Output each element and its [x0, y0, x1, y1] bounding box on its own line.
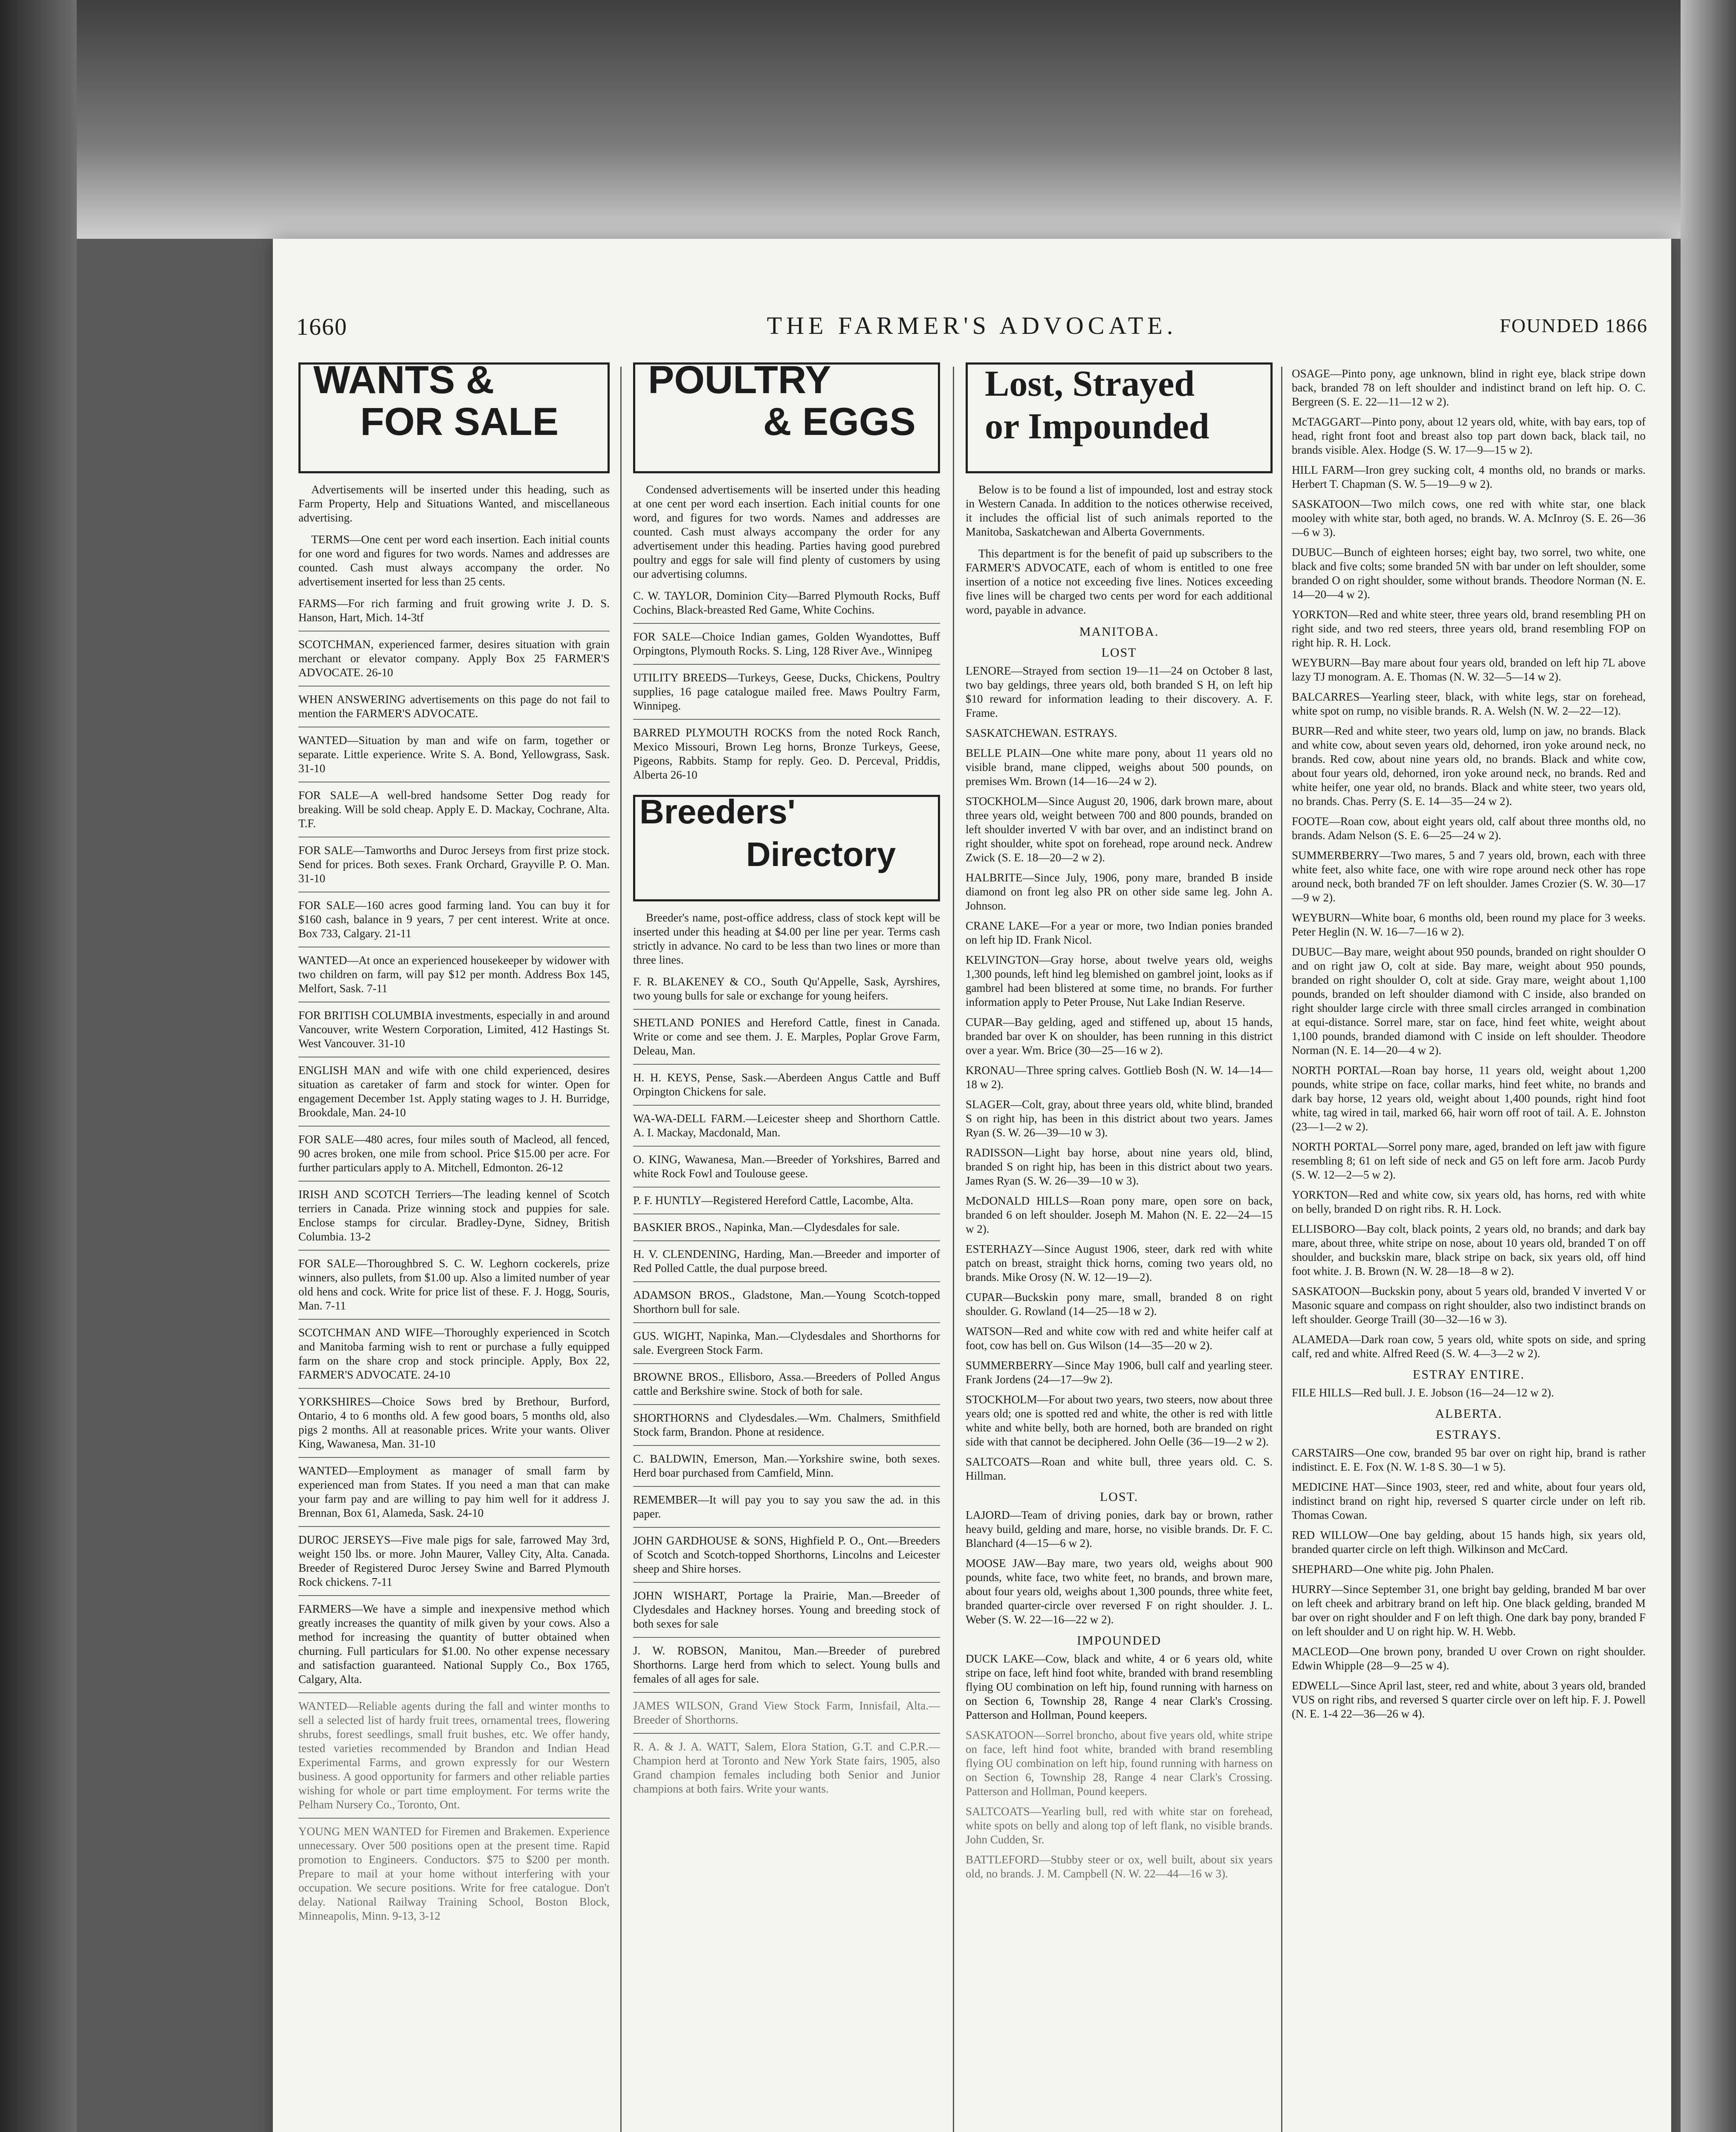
- stock-notice: SUMMERBERRY—Two mares, 5 and 7 years old, brown, each with three white feet, also white face, one with wire rope around neck other has rope around neck, both branded 7F on left shoulder. James Crozier (S. W. 30—17—9 w 2).: [1292, 849, 1646, 904]
- ad-divider: [633, 1281, 940, 1282]
- ad-divider: [633, 719, 940, 720]
- ad-divider: [633, 623, 940, 624]
- ad-divider: [633, 1692, 940, 1693]
- stock-notice: FOOTE—Roan cow, about eight years old, calf about three months old, no brands. Adam Nelson (S. E. 6—25—24 w 2).: [1292, 815, 1646, 842]
- ad-divider: [298, 1692, 610, 1693]
- stock-notice: BURR—Red and white steer, two years old, lump on jaw, no brands. Black and white cow, about seven years old, dehorned, iron yoke around neck, no brands. Red cow, about nine years old, no brands. Black and white cow, about four years old, dehorned, iron yoke around neck, no brands. Red and white heifer, one year old, no brands. Black and white steer, two years old, no brands. Chas. Perry (S. E. 14—35—24 w 2).: [1292, 724, 1646, 808]
- lost-strayed-heading: [966, 362, 1273, 473]
- classified-ad: FOR BRITISH COLUMBIA investments, especially in and around Vancouver, write Western Corporation, Limited, 412 Hastings St. West Vancouver. 31-10: [298, 1009, 610, 1050]
- classified-ad: WHEN ANSWERING advertisements on this page do not fail to mention the FARMER'S ADVOCATE.: [298, 693, 610, 720]
- ad-divider: [633, 1527, 940, 1528]
- ad-divider: [298, 1457, 610, 1458]
- classified-ad: WANTED—Situation by man and wife on farm, together or separate. Little experience. Write S. A. Bond, Yellowgrass, Sask. 31-10: [298, 734, 610, 775]
- stock-notice: ALAMEDA—Dark roan cow, 5 years old, white spots on side, and spring calf, red and white. Alfred Reed (S. W. 4—3—2 w 2).: [1292, 1333, 1646, 1360]
- stock-notice: KRONAU—Three spring calves. Gottlieb Bosh (N. W. 14—14—18 w 2).: [966, 1064, 1273, 1091]
- wants-for-sale-heading: [298, 362, 610, 473]
- ad-divider: [633, 664, 940, 665]
- breeder-card: H. V. CLENDENING, Harding, Man.—Breeder and importer of Red Polled Cattle, the dual purpose breed.: [633, 1248, 940, 1275]
- scan-background-left: [0, 0, 77, 2132]
- stock-notice: FILE HILLS—Red bull. J. E. Jobson (16—24—12 w 2).: [1292, 1386, 1554, 1399]
- stock-notice: CUPAR—Buckskin pony mare, small, branded 8 on right shoulder. G. Rowland (14—25—18 w 2).: [966, 1291, 1273, 1318]
- classified-ad: FOR SALE—Tamworths and Duroc Jerseys from first prize stock. Send for prices. Both sexes. Frank Orchard, Grayville P. O. Man. 31-10: [298, 844, 610, 885]
- stock-notice: STOCKHOLM—For about two years, two steers, now about three years old; one is spotted red and white, the other is red with little white and white belly, both are horned, both are branded on right side with that cannot be deciphered. John Oelle (36—19—2 w 2).: [966, 1393, 1273, 1448]
- section-terms: TERMS—One cent per word each insertion. Each initial counts for one word and figures for two words. Names and addresses are counted. Cash must always accompany the order. No advertisement inserted for less than 25 cents.: [298, 533, 610, 588]
- heading-line: Directory: [746, 835, 896, 873]
- heading-line: or Impounded: [985, 406, 1209, 446]
- scan-background-top: [0, 0, 1736, 239]
- stock-notice: HALBRITE—Since July, 1906, pony mare, branded B inside diamond on front leg also PR on other side same leg. John A. Johnson.: [966, 871, 1273, 912]
- breeder-card: J. W. ROBSON, Manitou, Man.—Breeder of purebred Shorthorns. Large herd from which to select. Young bulls and females of all ages for sale.: [633, 1644, 940, 1685]
- poultry-ad: BARRED PLYMOUTH ROCKS from the noted Rock Ranch, Mexico Missouri, Brown Leg horns, Bronze Turkeys, Geese, Pigeons, Rabbits. Stamp for reply. Geo. D. Perceval, Priddis, Alberta 26-10: [633, 726, 940, 781]
- stock-notice: CRANE LAKE—For a year or more, two Indian ponies branded on left hip ID. Frank Nicol.: [966, 919, 1273, 946]
- ad-divider: [298, 1250, 610, 1251]
- classified-ad: FOR SALE—A well-bred handsome Setter Dog ready for breaking. Will be sold cheap. Apply E. D. Mackay, Cochrane, Alta. T.F.: [298, 789, 610, 830]
- classified-ad: WANTED—Employment as manager of small farm by experienced man from States. If you need a man that can make your farm pay and are willing to pay him well for it address J. Brennan, Box 61, Alameda, Sask. 24-10: [298, 1464, 610, 1519]
- stock-notice: YORKTON—Red and white steer, three years old, brand resembling PH on right side, and two red steers, three years old, brand resembling FOP on right hip. R. H. Lock.: [1292, 608, 1646, 649]
- section-intro: This department is for the benefit of paid up subscribers to the FARMER'S ADVOCATE, each of whom is entitled to one free insertion of a notice not exceeding five lines. Notices exceeding five lines will be charged two cents per word for each additional word, payable in advance.: [966, 547, 1273, 616]
- heading-line: FOR SALE: [360, 400, 559, 443]
- classified-ad: FOR SALE—160 acres good farming land. You can buy it for $160 cash, balance in 9 years, 7 per cent interest. Write at once. Box 733, Calgary. 21-11: [298, 899, 610, 940]
- stock-notice: McTAGGART—Pinto pony, about 12 years old, white, with bay ears, top of head, right front foot and breast also top part down back, black tail, no brands visible. Alex. Hodge (S. W. 17—9—15 w 2).: [1292, 415, 1646, 456]
- heading-line: Breeders': [639, 793, 796, 831]
- poultry-eggs-heading: [633, 362, 940, 473]
- stock-notice: SLAGER—Colt, gray, about three years old, white blind, branded S on right hip, has been in this district about two years. James Ryan (S. W. 26—39—10 w 3).: [966, 1098, 1273, 1139]
- classified-ad: ENGLISH MAN and wife with one child experienced, desires situation as caretaker of farm and stock for winter. Open for engagement December 1st. Apply stating wages to J. H. Burridge, Brookdale, Man. 24-10: [298, 1064, 610, 1119]
- ad-divider: [633, 1146, 940, 1147]
- poultry-eggs-column: [633, 362, 940, 2132]
- classified-ad: WANTED—Reliable agents during the fall and winter months to sell a selected list of hardy fruit trees, ornamental trees, flowering shrubs, forest seedlings, small fruit bushes, etc. We offer handy, tested varieties recommended by Brandon and Indian Head Experimental Farms, and grown expressly for our Western business. A good opportunity for farmers and other reliable parties wishing for whole or part time employment. For terms write the Pelham Nursery Co., Toronto, Ont.: [298, 1700, 610, 1811]
- ad-divider: [633, 1105, 940, 1106]
- stock-notice: NORTH PORTAL—Sorrel pony mare, aged, branded on left jaw with figure resembling 8; 61 on left side of neck and G5 on left fore arm. Jacob Purdy (S. W. 12—2—5 w 2).: [1292, 1140, 1646, 1181]
- page-number: 1660: [296, 314, 347, 340]
- breeder-card: SHORTHORNS and Clydesdales.—Wm. Chalmers, Smithfield Stock farm, Brandon. Phone at residence.: [633, 1411, 940, 1438]
- ad-divider: [298, 1818, 610, 1819]
- ad-divider: [633, 1445, 940, 1446]
- lost-strayed-column: [966, 362, 1273, 2132]
- classified-ad: YOUNG MEN WANTED for Firemen and Brakemen. Experience unnecessary. Over 500 positions open at the present time. Rapid promotion to Engineers. Conductors. $75 to $200 per month. Prepare to mail at your home without interfering with your occupation. We secure positions. Write for free catalogue. Don't delay. National Railway Training School, Boston Block, Minneapolis, Minn. 9-13, 3-12: [298, 1825, 610, 1922]
- stock-notice: CARSTAIRS—One cow, branded 95 bar over on right hip, brand is rather indistinct. E. E. Fox (N. W. 1-8 S. 30—1 w 5).: [1292, 1446, 1646, 1473]
- founded-year: FOUNDED 1866: [1499, 315, 1648, 336]
- ad-divider: [298, 1526, 610, 1527]
- breeder-card: GUS. WIGHT, Napinka, Man.—Clydesdales and Shorthorns for sale. Evergreen Stock Farm.: [633, 1330, 940, 1356]
- estrays-column: [1292, 367, 1646, 2132]
- stock-notice: EDWELL—Since April last, steer, red and white, about 3 years old, branded VUS on right ribs, and reversed S quarter circle over on left hip. F. J. Powell (N. E. 1-4 22—36—26 w 4).: [1292, 1679, 1646, 1720]
- ad-divider: [633, 1582, 940, 1583]
- stock-notice: DUBUC—Bay mare, weight about 950 pounds, branded on right shoulder O and on right jaw O, colt at side. Bay mare, weight about 950 pounds, branded on right shoulder O, colt at side. Gray mare, weight about 1,100 pounds, branded on left shoulder diamond with C inside, also branded on right shoulder large circle with three small circles arranged in combination at equi-distance. Sorrel mare, star on face, hind feet white, weight about 1,100 pounds, branded diamond with C inside on left shoulder. Theodore Norman (N. E. 14—20—4 w 2).: [1292, 945, 1646, 1057]
- breeder-card: JAMES WILSON, Grand View Stock Farm, Innisfail, Alta.—Breeder of Shorthorns.: [633, 1699, 940, 1726]
- heading-line: POULTRY: [648, 362, 831, 402]
- ad-divider: [633, 1064, 940, 1065]
- ad-divider: [633, 1009, 940, 1010]
- classified-ad: FOR SALE—Thoroughbred S. C. W. Leghorn cockerels, prize winners, also pullets, from $1.00 up. Also a limited number of year old hens and cock. Write for price list of these. F. J. Hogg, Souris, Man. 7-11: [298, 1257, 610, 1312]
- breeder-card: F. R. BLAKENEY & CO., South Qu'Appelle, Sask, Ayrshires, two young bulls for sale or exchange for young heifers.: [633, 975, 940, 1002]
- wants-for-sale-column: [298, 362, 610, 2132]
- stock-notice: WEYBURN—Bay mare about four years old, branded on left hip 7L above lazy TJ monogram. A. E. Thomas (N. W. 32—5—14 w 2).: [1292, 656, 1646, 683]
- stock-notice: SASKATCHEWAN. ESTRAYS.: [966, 727, 1117, 739]
- breeder-card: O. KING, Wawanesa, Man.—Breeder of Yorkshires, Barred and white Rock Fowl and Toulouse geese.: [633, 1153, 940, 1180]
- breeder-card: BROWNE BROS., Ellisboro, Assa.—Breeders of Polled Angus cattle and Berkshire swine. Stock of both for sale.: [633, 1370, 940, 1397]
- column-rule: [1281, 367, 1282, 2132]
- ad-divider: [298, 686, 610, 687]
- stock-notice: NORTH PORTAL—Roan bay horse, 11 years old, weight about 1,200 pounds, white stripe on face, collar marks, hind feet white, no brands and dark bay horse, 12 years old, weight about 1,400 pounds, right hind foot white, tag wired in tail, marked 66, hair worn off root of tail. A. E. Johnston (23—1—2 w 2).: [1292, 1064, 1646, 1133]
- ad-divider: [633, 1240, 940, 1241]
- classified-ad: SCOTCHMAN AND WIFE—Thoroughly experienced in Scotch and Manitoba farming wish to rent or purchase a fully equipped farm on the share crop and stock principle. Apply, Box 22, FARMER'S ADVOCATE. 24-10: [298, 1326, 610, 1381]
- stock-notice: DUCK LAKE—Cow, black and white, 4 or 6 years old, white stripe on face, left hind foot white, branded with brand resembling flying OU combination on left hip, found running with harness on on Section 6, Township 28, Range 4 near Clark's Crossing. Patterson and Hollman, Pound keepers.: [966, 1652, 1273, 1721]
- breeder-card: C. BALDWIN, Emerson, Man.—Yorkshire swine, both sexes. Herd boar purchased from Camfield, Minn.: [633, 1452, 940, 1479]
- breeder-card: JOHN WISHART, Portage la Prairie, Man.—Breeder of Clydesdales and Hackney horses. Young and breeding stock of both sexes for sale: [633, 1589, 940, 1630]
- heading-line: Lost, Strayed: [985, 363, 1195, 404]
- section-intro: Advertisements will be inserted under this heading, such as Farm Property, Help and Situations Wanted, and miscellaneous advertising.: [298, 483, 610, 524]
- subsection-heading: IMPOUNDED: [1077, 1634, 1161, 1648]
- stock-notice: WATSON—Red and white cow with red and white heifer calf at foot, cow has bell on. Gus Wilson (14—35—20 w 2).: [966, 1325, 1273, 1352]
- stock-notice: SUMMERBERRY—Since May 1906, bull calf and yearling steer. Frank Jordens (24—17—9w 2).: [966, 1359, 1273, 1386]
- subsection-heading: ESTRAYS.: [1435, 1428, 1502, 1442]
- poultry-ad: FOR SALE—Choice Indian games, Golden Wyandottes, Buff Orpingtons, Plymouth Rocks. S. Ling, 128 River Ave., Winnipeg: [633, 630, 940, 657]
- poultry-ad: UTILITY BREEDS—Turkeys, Geese, Ducks, Chickens, Poultry supplies, 16 page catalogue mailed free. Maws Poultry Farm, Winnipeg.: [633, 671, 940, 712]
- heading-line: & EGGS: [763, 400, 916, 443]
- ad-divider: [298, 1126, 610, 1127]
- ad-divider: [633, 1637, 940, 1638]
- classified-ad: YORKSHIRES—Choice Sows bred by Brethour, Burford, Ontario, 4 to 6 months old. A few good boars, 5 months old, also pigs 2 months. All at reasonable prices. Write your wants. Oliver King, Wawanesa, Man. 31-10: [298, 1395, 610, 1450]
- stock-notice: HURRY—Since September 31, one bright bay gelding, branded M bar over on left cheek and arbitrary brand on left hip. One black gelding, branded M bar over on right shoulder and F on left thigh. One dark bay pony, branded F on left shoulder and U on right hip. W. H. Webb.: [1292, 1583, 1646, 1638]
- breeder-card: REMEMBER—It will pay you to say you saw the ad. in this paper.: [633, 1493, 940, 1520]
- breeder-card: BASKIER BROS., Napinka, Man.—Clydesdales for sale.: [633, 1221, 900, 1234]
- ad-divider: [633, 1322, 940, 1323]
- stock-notice: CUPAR—Bay gelding, aged and stiffened up, about 15 hands, branded bar over K on shoulder, has been running in this district over a year. Wm. Brice (30—25—16 w 2).: [966, 1016, 1273, 1057]
- stock-notice: YORKTON—Red and white cow, six years old, has horns, red with white on belly, branded D on right ribs. R. H. Lock.: [1292, 1188, 1646, 1215]
- stock-notice: MACLEOD—One brown pony, branded U over Crown on right shoulder. Edwin Whipple (28—9—25 w 4).: [1292, 1645, 1646, 1672]
- subsection-heading: LOST: [1101, 646, 1137, 660]
- stock-notice: DUBUC—Bunch of eighteen horses; eight bay, two sorrel, two white, one black and five colts; some branded 5N with bar under on left shoulder, some branded O on right shoulder, some without brands. Theodore Norman (N. E. 14—20—4 w 2).: [1292, 546, 1646, 601]
- stock-notice: BELLE PLAIN—One white mare pony, about 11 years old no visible brand, mane clipped, weighs about 500 pounds, on premises Wm. Brown (14—16—24 w 2).: [966, 747, 1273, 788]
- stock-notice: ELLISBORO—Bay colt, black points, 2 years old, no brands; and dark bay mare, about three, white stripe on nose, about 10 years old, branded T on off shoulder, and buckskin mare, black stripe on back, six years old, off hind foot white. J. B. Brown (N. W. 28—18—8 w 2).: [1292, 1222, 1646, 1277]
- stock-notice: SASKATOON—Buckskin pony, about 5 years old, branded V inverted V or Masonic square and compass on right shoulder, also two indistinct brands on left shoulder. George Traill (30—32—16 w 3).: [1292, 1285, 1646, 1326]
- stock-notice: RADISSON—Light bay horse, about nine years old, blind, branded S on right hip, has been in this district about two years. James Ryan (S. W. 26—39—10 w 3).: [966, 1146, 1273, 1187]
- stock-notice: SHEPHARD—One white pig. John Phalen.: [1292, 1563, 1494, 1576]
- stock-notice: LENORE—Strayed from section 19—11—24 on October 8 last, two bay geldings, three years old, both branded S H, on left hip $10 reward for information leading to their discovery. A. F. Frame.: [966, 664, 1273, 719]
- stock-notice: RED WILLOW—One bay gelding, about 15 hands high, six years old, branded quarter circle on left thigh. Wilkinson and McCard.: [1292, 1529, 1646, 1556]
- classified-ad: FOR SALE—480 acres, four miles south of Macleod, all fenced, 90 acres broken, one mile from school. Price $15.00 per acre. For further particulars apply to A. Mitchell, Edmonton. 26-12: [298, 1133, 610, 1174]
- breeders-directory-heading: [633, 795, 940, 901]
- ad-divider: [633, 1733, 940, 1734]
- province-heading: MANITOBA.: [1079, 625, 1159, 639]
- stock-notice: HILL FARM—Iron grey sucking colt, 4 months old, no brands or marks. Herbert T. Chapman (S. W. 5—19—9 w 2).: [1292, 463, 1646, 490]
- subsection-heading: ESTRAY ENTIRE.: [1412, 1367, 1525, 1382]
- masthead-title: THE FARMER'S ADVOCATE.: [767, 312, 1178, 339]
- ad-divider: [298, 1388, 610, 1389]
- page-header: [296, 309, 1648, 348]
- breeder-card: WA-WA-DELL FARM.—Leicester sheep and Shorthorn Cattle. A. I. Mackay, Macdonald, Man.: [633, 1112, 940, 1139]
- classified-ad: FARMS—For rich farming and fruit growing write J. D. S. Hanson, Hart, Mich. 14-3tf: [298, 597, 610, 624]
- breeder-card: P. F. HUNTLY—Registered Hereford Cattle, Lacombe, Alta.: [633, 1194, 914, 1207]
- stock-notice: SALTCOATS—Roan and white bull, three years old. C. S. Hillman.: [966, 1455, 1273, 1482]
- ad-divider: [633, 1363, 940, 1364]
- breeder-card: SHETLAND PONIES and Hereford Cattle, finest in Canada. Write or come and see them. J. E. Marples, Poplar Grove Farm, Deleau, Man.: [633, 1016, 940, 1057]
- breeder-card: JOHN GARDHOUSE & SONS, Highfield P. O., Ont.—Breeders of Scotch and Scotch-topped Shorthorns, Lincolns and Leicester sheep and Shire horses.: [633, 1534, 940, 1575]
- stock-notice: KELVINGTON—Gray horse, about twelve years old, weighs 1,300 pounds, left hind leg blemished on gambrel joint, looks as if gambrel had been blistered at some time, no brands. For further information apply to Peter Prouse, Nut Lake Indian Reserve.: [966, 953, 1273, 1008]
- column-rule: [953, 367, 954, 2132]
- ad-divider: [633, 1404, 940, 1405]
- stock-notice: MOOSE JAW—Bay mare, two years old, weighs about 900 pounds, white face, two white feet, no brands, and brown mare, about four years old, weighs about 1,300 pounds, three white feet, branded quarter-circle over reversed F on right shoulder. J. L. Weber (S. W. 22—16—22 w 2).: [966, 1557, 1273, 1626]
- heading-line: WANTS &: [313, 362, 495, 402]
- stock-notice: ESTERHAZY—Since August 1906, steer, dark red with white patch on breast, straight thick horns, coming two years old, no brands. Mike Orosy (N. W. 12—19—2).: [966, 1243, 1273, 1283]
- classified-list: [298, 597, 610, 1923]
- stock-notice: SASKATOON—Two milch cows, one red with white star, one black mooley with white star, both aged, no brands. W. A. McInroy (S. E. 26—36—6 w 3).: [1292, 498, 1646, 539]
- classified-ad: SCOTCHMAN, experienced farmer, desires situation with grain merchant or elevator company. Apply Box 25 FARMER'S ADVOCATE. 26-10: [298, 638, 610, 679]
- section-intro: Breeder's name, post-office address, class of stock kept will be inserted under this heading at $4.00 per line per year. Terms cash strictly in advance. No card to be less than two lines or more than three lines.: [633, 911, 940, 966]
- stock-notice: McDONALD HILLS—Roan pony mare, open sore on back, branded 6 on left shoulder. Joseph M. Mahon (N. E. 22—24—15 w 2).: [966, 1194, 1273, 1235]
- ad-divider: [298, 1181, 610, 1182]
- ad-divider: [298, 1595, 610, 1596]
- column-rule: [620, 367, 622, 2132]
- province-heading: ALBERTA.: [1435, 1407, 1502, 1421]
- stock-notice: BATTLEFORD—Stubby steer or ox, well built, about six years old, no brands. J. M. Campbell (N. W. 22—44—16 w 3).: [966, 1853, 1273, 1880]
- ad-divider: [298, 1319, 610, 1320]
- section-intro: Below is to be found a list of impounded, lost and estray stock in Western Canada. In addition to the notices otherwise received, it includes the official list of such animals reported to the Manitoba, Saskatchewan and Alberta Governments.: [966, 483, 1273, 538]
- scan-background-right: [1681, 0, 1736, 2132]
- stock-notice: OSAGE—Pinto pony, age unknown, blind in right eye, black stripe down back, branded 78 on left shoulder and indistinct brand on left hip. O. C. Bergreen (S. E. 22—11—12 w 2).: [1292, 367, 1646, 408]
- breeder-card: R. A. & J. A. WATT, Salem, Elora Station, G.T. and C.P.R.—Champion herd at Toronto and New York State fairs, 1905, also Grand champion females including both Senior and Junior champions at both fairs. Write your wants.: [633, 1740, 940, 1795]
- ad-divider: [633, 1187, 940, 1188]
- breeder-card: H. H. KEYS, Pense, Sask.—Aberdeen Angus Cattle and Buff Orpington Chickens for sale.: [633, 1071, 940, 1098]
- poultry-ad: C. W. TAYLOR, Dominion City—Barred Plymouth Rocks, Buff Cochins, Black-breasted Red Game, White Cochins.: [633, 589, 940, 616]
- stock-notice: LAJORD—Team of driving ponies, dark bay or brown, rather heavy build, gelding and mare, horse, no visible brands. Dr. F. C. Blanchard (4—15—6 w 2).: [966, 1509, 1273, 1550]
- ad-divider: [633, 1486, 940, 1487]
- stock-notice: SASKATOON—Sorrel broncho, about five years old, white stripe on face, left hind foot white, branded with brand resembling flying OU combination on left hip, found running with harness on on Section 6, Township 28, Range 4 near Clark's Crossing. Patterson and Hollman, Pound keepers.: [966, 1729, 1273, 1798]
- classified-ad: IRISH AND SCOTCH Terriers—The leading kennel of Scotch terriers in Canada. Prize winning stock and puppies for sale. Enclose stamps for circular. Bradley-Dyne, Sidney, British Columbia. 13-2: [298, 1188, 610, 1243]
- stock-notice: STOCKHOLM—Since August 20, 1906, dark brown mare, about three years old, weight between 700 and 800 pounds, branded on left shoulder inverted V with bar over, and an indistinct brand on right shoulder, white spot on forehead, rope around neck. Andrew Zwick (S. E. 18—20—2 w 2).: [966, 795, 1273, 864]
- newspaper-page: [273, 239, 1671, 2132]
- classified-ad: WANTED—At once an experienced housekeeper by widower with two children on farm, will pay $12 per month. Address Box 145, Melfort, Sask. 7-11: [298, 954, 610, 995]
- stock-notice: MEDICINE HAT—Since 1903, steer, red and white, about four years old, indistinct brand on right hip, reversed S quarter circle under on left rib. Thomas Cowan.: [1292, 1480, 1646, 1521]
- breeder-card: ADAMSON BROS., Gladstone, Man.—Young Scotch-topped Shorthorn bull for sale.: [633, 1289, 940, 1315]
- classified-ad: DUROC JERSEYS—Five male pigs for sale, farrowed May 3rd, weight 150 lbs. or more. John Maurer, Valley City, Alta. Canada. Breeder of Registered Duroc Jersey Swine and Barred Plymouth Rock chickens. 7-11: [298, 1533, 610, 1588]
- classified-ad: FARMERS—We have a simple and inexpensive method which greatly increases the quantity of milk given by your cows. Also a method for increasing the quantity of butter obtained when churning. Full particulars for $1.00. No other expense necessary and satisfaction guaranteed. National Supply Co., Box 1765, Calgary, Alta.: [298, 1602, 610, 1686]
- subsection-heading: LOST.: [1099, 1490, 1139, 1504]
- stock-notice: BALCARRES—Yearling steer, black, with white legs, star on forehead, white spot on rump, no visible brands. R. A. Welsh (N. W. 2—22—12).: [1292, 690, 1646, 717]
- stock-notice: WEYBURN—White boar, 6 months old, been round my place for 3 weeks. Peter Heglin (N. W. 16—7—16 w 2).: [1292, 911, 1646, 938]
- stock-notice: SALTCOATS—Yearling bull, red with white star on forehead, white spots on belly and along top of left flank, no visible brands. John Cudden, Sr.: [966, 1805, 1273, 1846]
- section-intro: Condensed advertisements will be inserted under this heading at one cent per word each insertion. Each initial counts for one word, and figures for two words. Names and addresses are counted. Cash must always accompany the order for any advertisement under this heading. Parties having good purebred poultry and eggs for sale will find plenty of customers by using our advertising columns.: [633, 483, 940, 580]
